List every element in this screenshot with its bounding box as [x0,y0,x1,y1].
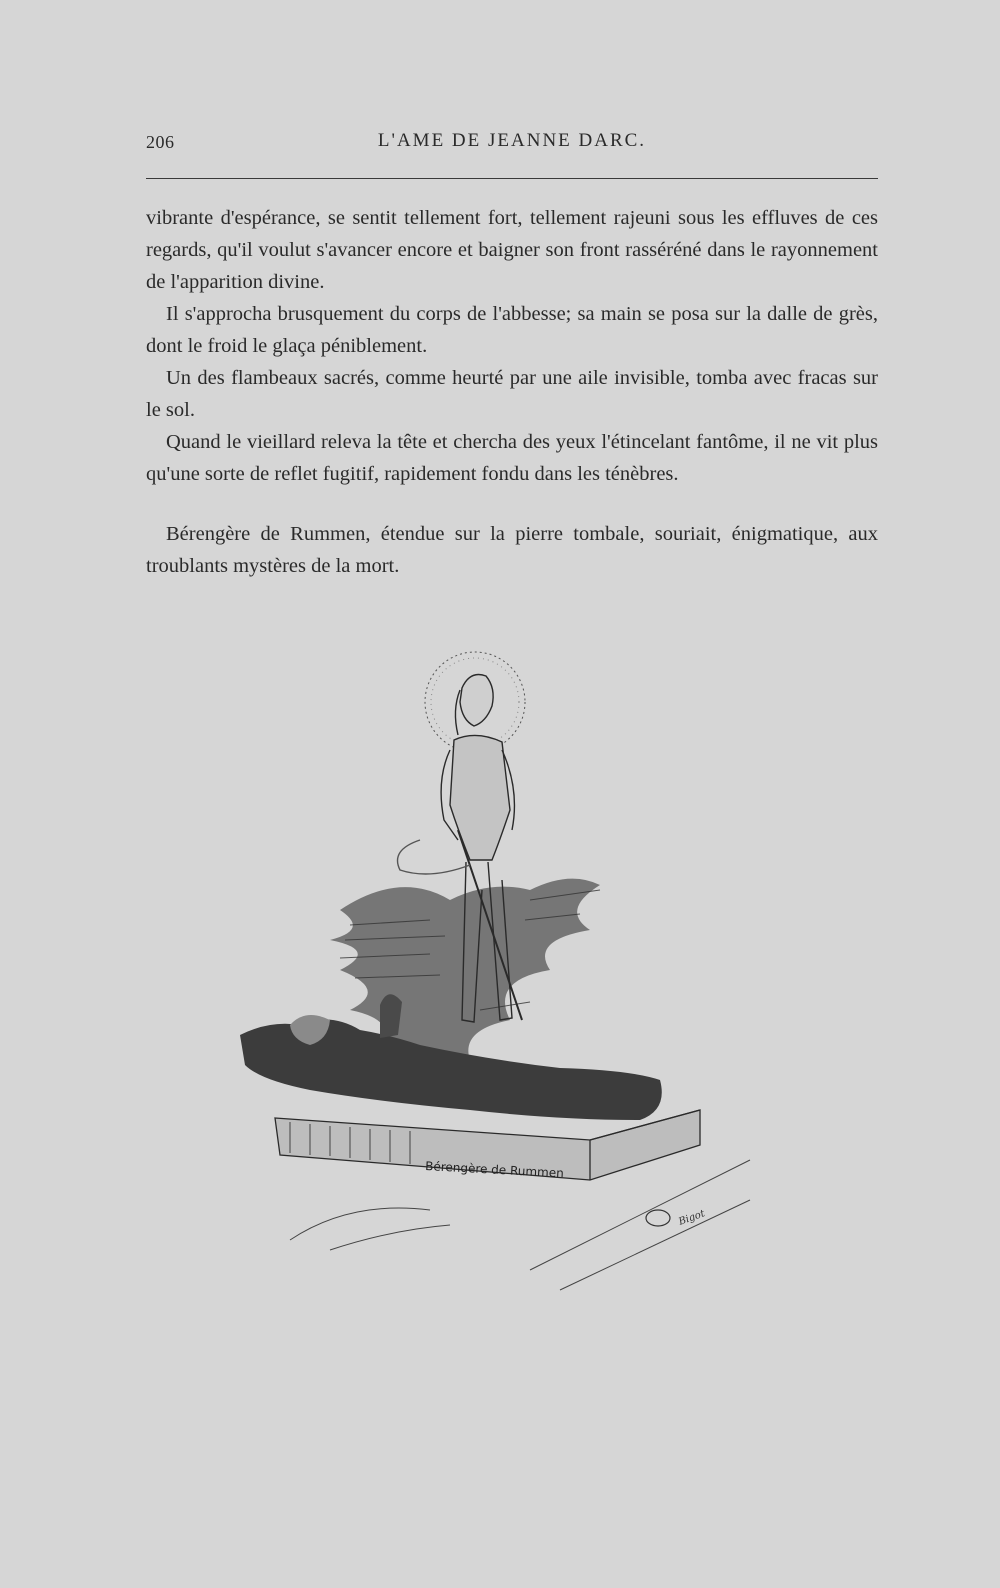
running-title: L'AME DE JEANNE DARC. [377,130,647,151]
header-rule [146,178,878,179]
tomb-inscription: Bérengère de Rummen [424,1159,565,1181]
paragraph: Il s'approcha brusquement du corps de l'abbesse; sa main se posa sur la dalle de grès, dont le froid le glaça péniblement. [146,303,878,357]
artist-monogram [646,1210,670,1226]
paragraph: Un des flambeaux sacrés, comme heurté par une aile invisible, tomba avec fracas sur le sol. [146,367,878,421]
apparition-over-tomb-engraving [230,640,770,1300]
body-text [146,202,878,582]
paragraph: Bérengère de Rummen, étendue sur la pierre tombale, souriait, énigmatique, aux troublants mystères de la mort. [146,523,878,577]
page-number: 206 [146,132,175,152]
artist-signature: Bigot [677,1208,707,1228]
paragraph: vibrante d'espérance, se sentit tellement fort, tellement rajeuni sous les effluves de ces regards, qu'il voulut s'avancer encore et baigner son front rasséréné dans le rayonnement de l'apparition divine. [146,207,878,293]
paragraph: Quand le vieillard releva la tête et chercha des yeux l'étincelant fantôme, il ne vit plus qu'une sorte de reflet fugitif, rapidement fondu dans les ténèbres. [146,431,878,485]
running-head [146,128,878,158]
engraving-illustration [230,640,770,1300]
